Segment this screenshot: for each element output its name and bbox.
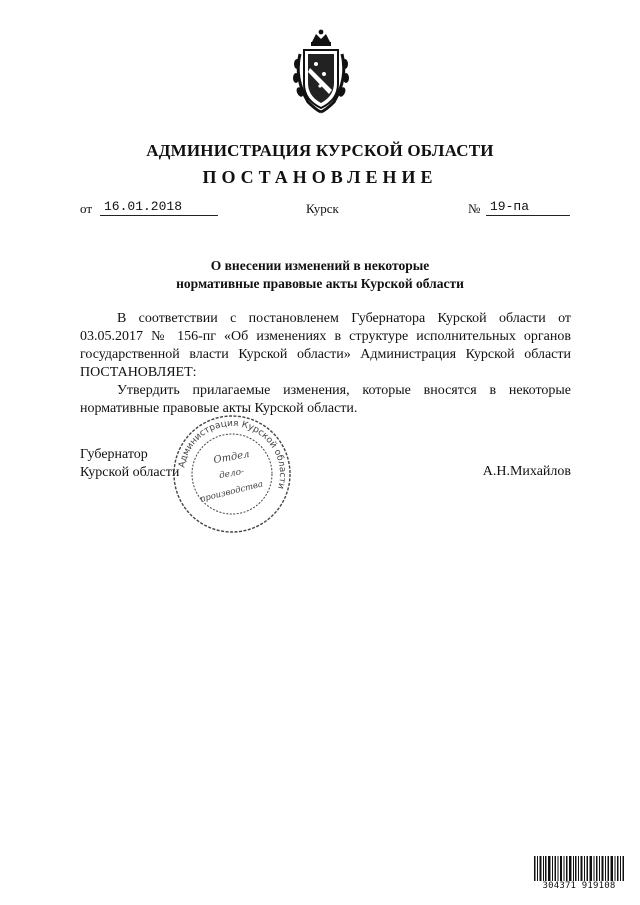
stamp-inner-line-2: дело- (218, 466, 245, 482)
stamp-ring-text: Администрация Курской области (177, 418, 288, 490)
stamp-inner-line-3: производства (199, 479, 264, 505)
signer-name: А.Н.Михайлов (482, 464, 571, 479)
body-paragraph-2: Утвердить прилагаемые изменения, которые вносятся в некоторые нормативные правовые акты Курской области. (80, 383, 571, 416)
body-paragraph-1: В соответствии с постановленем Губернатора Курской области от 03.05.2017 № 156-пг «Об изменениях в структуре исполнительных органов государственной власти Курской области» Администрация Курской области ПОСТАНОВЛЯЕТ: (80, 311, 571, 380)
document-city: Курск (306, 201, 339, 216)
document-number: 19-па (486, 199, 570, 216)
document-meta-row (0, 199, 640, 219)
organization-title: АДМИНИСТРАЦИЯ КУРСКОЙ ОБЛАСТИ (146, 141, 494, 160)
subject-line-1: О внесении изменений в некоторые (210, 258, 430, 273)
document-type-title: ПОСТАНОВЛЕНИЕ (202, 167, 438, 187)
subject-line-2: нормативные правовые акты Курской области (176, 276, 464, 291)
signer-title-line-2: Курской области (80, 465, 180, 480)
stamp-inner-line-1: Отдел (212, 448, 251, 467)
document-date: 16.01.2018 (100, 199, 218, 216)
date-prefix-label: от (80, 201, 93, 216)
barcode-digits: 304371 919108 (532, 881, 626, 891)
document-subject (0, 257, 640, 293)
document-body (80, 310, 571, 418)
coat-of-arms-emblem (290, 28, 352, 114)
signature-block (80, 446, 179, 482)
official-stamp (170, 412, 294, 536)
number-prefix-label: № (468, 201, 481, 216)
signer-title-line-1: Губернатор (80, 447, 148, 462)
